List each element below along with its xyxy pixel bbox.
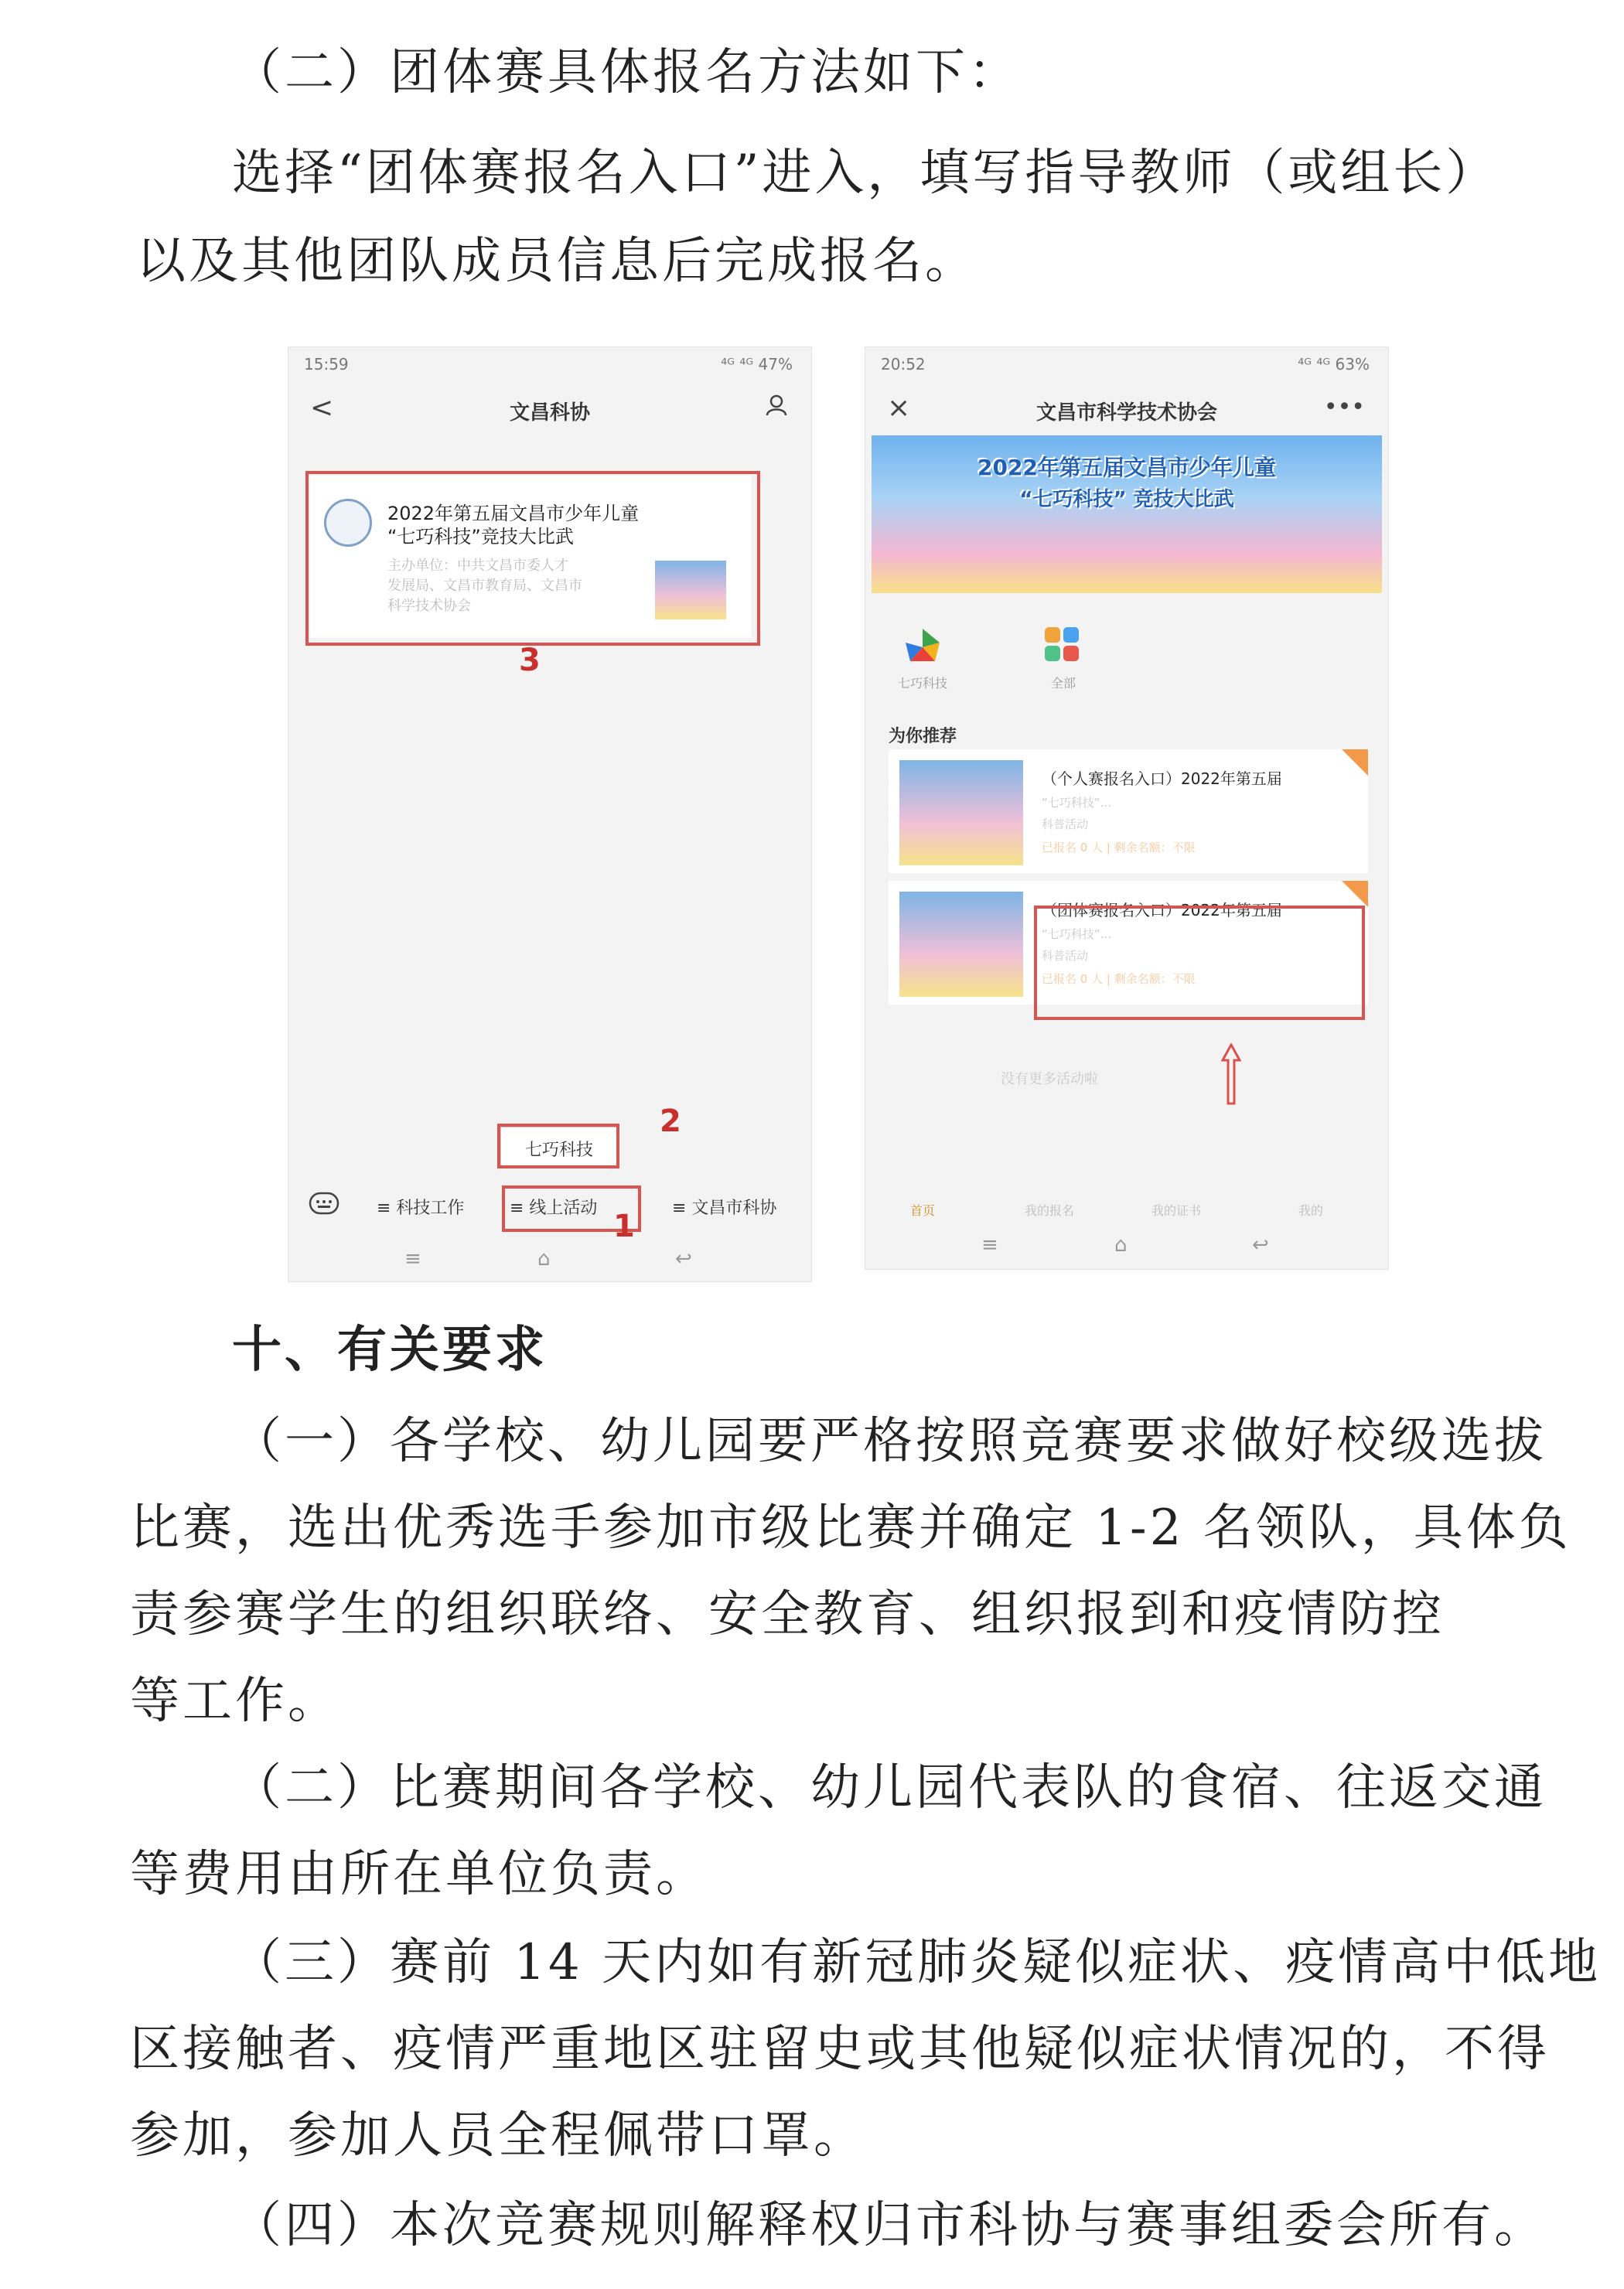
home-icon[interactable]: ⌂ — [537, 1247, 551, 1271]
recommend-subtitle: “七巧科技”… — [1042, 927, 1112, 941]
paragraph-team-registration-line1: 选择“团体赛报名入口”进入，填写指导教师（或组长） — [232, 145, 1499, 202]
mini-program-navbar — [865, 381, 1388, 435]
requirement-2-line1: （二）比赛期间各学校、幼儿园代表队的食宿、往返交通 — [232, 1759, 1547, 1817]
highlight-box-2 — [497, 1124, 619, 1168]
requirement-1-line2: 比赛，选出优秀选手参加市级比赛并确定 1-2 名领队，具体负 — [130, 1499, 1571, 1557]
event-banner[interactable] — [872, 435, 1382, 593]
up-arrow-icon — [1221, 1043, 1241, 1105]
highlight-label-3: 3 — [519, 643, 541, 678]
corner-tag-icon — [1342, 749, 1368, 776]
requirement-2-line2: 等费用由所在单位负责。 — [130, 1846, 708, 1903]
highlight-box-team — [1034, 906, 1365, 1020]
mini-program-title: 文昌市科学技术协会 — [1035, 401, 1217, 425]
recommend-subtitle: “七巧科技”… — [1042, 796, 1112, 810]
menu-item-wenchang-association[interactable]: ≡ 文昌市科协 — [672, 1199, 777, 1218]
status-time: 15:59 — [304, 355, 349, 374]
back-icon[interactable]: < — [310, 392, 334, 424]
close-icon[interactable]: × — [887, 392, 911, 424]
status-time: 20:52 — [881, 355, 926, 374]
article-subtitle-line1: 主办单位：中共文昌市委人才 — [387, 558, 568, 574]
screenshot-wechat-account — [288, 346, 812, 1282]
section-subtitle-team-registration: （二）团体赛具体报名方法如下： — [232, 44, 1021, 101]
status-bar — [865, 347, 1388, 378]
article-subtitle-line3: 科学技术协会 — [387, 598, 471, 614]
keyboard-icon[interactable] — [309, 1190, 339, 1221]
status-bar — [288, 347, 811, 378]
paragraph-team-registration-line2: 以及其他团队成员信息后完成报名。 — [136, 233, 977, 290]
back-nav-icon[interactable]: ↩ — [1252, 1233, 1269, 1257]
menu-icon[interactable]: ≡ — [981, 1233, 998, 1257]
requirement-3-line2: 区接触者、疫情严重地区驻留史或其他疑似症状情况的，不得 — [130, 2021, 1550, 2078]
recommend-category: 科普活动 — [1042, 949, 1089, 963]
recommend-heading: 为你推荐 — [889, 727, 957, 746]
chat-navbar — [288, 381, 811, 435]
menu-icon[interactable]: ≡ — [404, 1247, 421, 1271]
system-nav-bar — [288, 1244, 811, 1275]
tab-me[interactable]: 我的 — [1298, 1203, 1324, 1218]
corner-tag-icon — [1342, 881, 1368, 907]
recommend-title: （个人赛报名入口）2022年第五届 — [1042, 769, 1282, 788]
article-title-line1: 2022年第五届文昌市少年儿童 — [387, 503, 640, 524]
article-subtitle-line2: 发展局、文昌市教育局、文昌市 — [387, 578, 582, 594]
highlight-label-2: 2 — [660, 1104, 681, 1139]
banner-title-line2: “七巧科技” 竞技大比武 — [1019, 488, 1234, 511]
person-icon[interactable] — [765, 394, 788, 423]
tab-my-certificates[interactable]: 我的证书 — [1151, 1203, 1202, 1218]
requirement-3-line3: 参加，参加人员全程佩带口罩。 — [130, 2107, 866, 2164]
article-title-line2: “七巧科技”竞技大比武 — [387, 526, 574, 548]
recommend-item-individual[interactable] — [889, 749, 1368, 873]
requirement-3-line1: （三）赛前 14 天内如有新冠肺炎疑似症状、疫情高中低地 — [232, 1934, 1602, 1991]
icon-caption-all: 全部 — [1051, 676, 1076, 691]
tab-home[interactable]: 首页 — [910, 1203, 936, 1218]
requirement-1-line1: （一）各学校、幼儿园要严格按照竞赛要求做好校级选拔 — [232, 1413, 1547, 1470]
chat-title: 文昌科协 — [509, 401, 590, 425]
no-more-text: 没有更多活动啦 — [1001, 1071, 1098, 1087]
requirement-4-line1: （四）本次竞赛规则解释权归市科协与赛事组委会所有。 — [232, 2197, 1547, 2254]
qiqiao-logo-icon[interactable] — [901, 626, 944, 669]
bottom-tab-bar — [865, 1175, 1388, 1221]
highlight-label-1: 1 — [613, 1209, 635, 1244]
recommend-thumbnail — [899, 892, 1023, 997]
menu-item-online-activity[interactable]: ≡ 线上活动 — [510, 1199, 598, 1218]
requirement-1-line4: 等工作。 — [130, 1673, 340, 1730]
menu-item-science-work[interactable]: ≡ 科技工作 — [377, 1199, 465, 1218]
back-nav-icon[interactable]: ↩ — [675, 1247, 692, 1271]
requirement-1-line3: 责参赛学生的组织联络、安全教育、组织报到和疫情防控 — [130, 1586, 1445, 1643]
status-indicators: ⁴ᴳ ⁴ᴳ 63% — [1298, 355, 1370, 374]
recommend-title: （团体赛报名入口）2022年第五届 — [1042, 901, 1282, 919]
recommend-thumbnail — [899, 760, 1023, 865]
recommend-quota: 已报名 0 人 | 剩余名额：不限 — [1042, 972, 1196, 986]
recommend-quota: 已报名 0 人 | 剩余名额：不限 — [1042, 841, 1196, 855]
banner-title-line1: 2022年第五届文昌市少年儿童 — [977, 455, 1276, 480]
system-nav-bar — [865, 1230, 1388, 1261]
grid-icon[interactable] — [1043, 626, 1087, 669]
submenu-item-qiqiao[interactable]: 七巧科技 — [524, 1141, 593, 1160]
home-icon[interactable]: ⌂ — [1114, 1233, 1128, 1257]
section-heading-requirements: 十、有关要求 — [232, 1322, 548, 1379]
highlight-box-3 — [305, 471, 760, 646]
recommend-category: 科普活动 — [1042, 817, 1089, 831]
screenshot-mini-program — [865, 346, 1389, 1270]
more-icon[interactable]: ••• — [1323, 394, 1365, 421]
status-indicators: ⁴ᴳ ⁴ᴳ 47% — [721, 355, 793, 374]
icon-caption-qiqiao: 七巧科技 — [898, 676, 948, 691]
tab-my-registration[interactable]: 我的报名 — [1025, 1203, 1075, 1218]
